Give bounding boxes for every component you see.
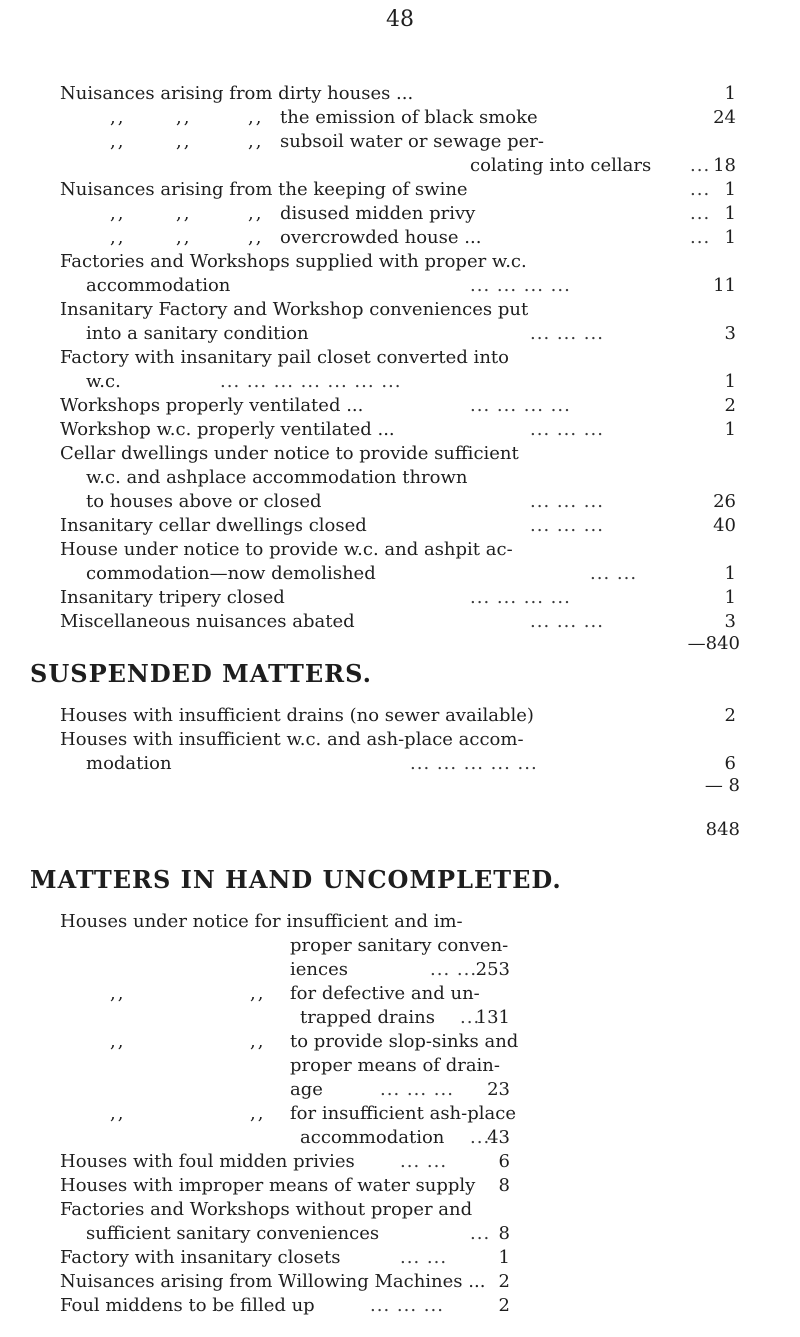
list-item: Workshops properly ventilated ... ... ... ... ... 2 (60, 395, 736, 416)
list-item: Factories and Workshops without proper and (60, 1199, 473, 1220)
list-item: Cellar dwellings under notice to provide sufficient (60, 443, 519, 464)
list-item: proper means of drain- (290, 1055, 500, 1076)
section-subtotal: — 8 (704, 775, 740, 796)
list-item: sufficient sanitary conveniences ... 8 (86, 1223, 510, 1244)
list-item: modation ... ... ... ... ... 6 (86, 753, 736, 774)
list-item: Nuisances arising from Willowing Machines ... 2 (60, 1271, 510, 1292)
list-item: colating into cellars ... 18 (470, 155, 736, 176)
list-item: Foul middens to be filled up ... ... ... 2 (60, 1295, 510, 1316)
list-item: w.c. ... ... ... ... ... ... ... 1 (86, 371, 736, 392)
list-item: ,, ,, for defective and un- (110, 983, 480, 1004)
list-item: Houses under notice for insufficient and im- (60, 911, 463, 932)
list-item: Houses with insufficient drains (no sewer available) 2 (60, 705, 736, 726)
list-item: ,, ,, ,, disused midden privy ... 1 (110, 203, 736, 224)
list-item: proper sanitary conven- (290, 935, 509, 956)
list-item: into a sanitary condition ... ... ... 3 (86, 323, 736, 344)
list-item: Houses with insufficient w.c. and ash-place accom- (60, 729, 524, 750)
running-total: 848 (705, 819, 740, 840)
list-item: ,, ,, ,, subsoil water or sewage per- (110, 131, 544, 152)
section-total: —840 (687, 633, 740, 654)
list-item: Factory with insanitary pail closet converted into (60, 347, 509, 368)
list-item: House under notice to provide w.c. and ashpit ac- (60, 539, 513, 560)
list-item: Miscellaneous nuisances abated ... ... ... 3 (60, 611, 736, 632)
list-item: accommodation ... 43 (300, 1127, 510, 1148)
section-heading: MATTERS IN HAND UNCOMPLETED. (30, 865, 562, 894)
list-item: trapped drains ... 131 (300, 1007, 510, 1028)
list-item: ,, ,, ,, the emission of black smoke 24 (110, 107, 736, 128)
list-item: Workshop w.c. properly ventilated ... ... ... ... 1 (60, 419, 736, 440)
list-item: iences ... ... 253 (290, 959, 510, 980)
list-item: commodation—now demolished ... ... 1 (86, 563, 736, 584)
list-item: Insanitary cellar dwellings closed ... ... ... 40 (60, 515, 736, 536)
list-item: Nuisances arising from the keeping of swine ... 1 (60, 179, 736, 200)
list-item: Factory with insanitary closets ... ... 1 (60, 1247, 510, 1268)
list-item: accommodation ... ... ... ... 11 (86, 275, 736, 296)
list-item: ,, ,, ,, overcrowded house ... ... 1 (110, 227, 736, 248)
list-item: Houses with improper means of water supply 8 (60, 1175, 510, 1196)
list-item: Factories and Workshops supplied with proper w.c. (60, 251, 527, 272)
list-item: w.c. and ashplace accommodation thrown (86, 467, 468, 488)
list-item: Nuisances arising from dirty houses ... 1 (60, 83, 736, 104)
list-item: Insanitary tripery closed ... ... ... ... 1 (60, 587, 736, 608)
list-item: ,, ,, to provide slop-sinks and (110, 1031, 519, 1052)
section-heading: SUSPENDED MATTERS. (30, 659, 372, 688)
page-number: 48 (386, 7, 414, 32)
list-item: Insanitary Factory and Workshop conveniences put (60, 299, 529, 320)
list-item: age ... ... ... 23 (290, 1079, 510, 1100)
list-item: to houses above or closed ... ... ... 26 (86, 491, 736, 512)
list-item: ,, ,, for insufficient ash-place (110, 1103, 516, 1124)
list-item: Houses with foul midden privies ... ... 6 (60, 1151, 510, 1172)
